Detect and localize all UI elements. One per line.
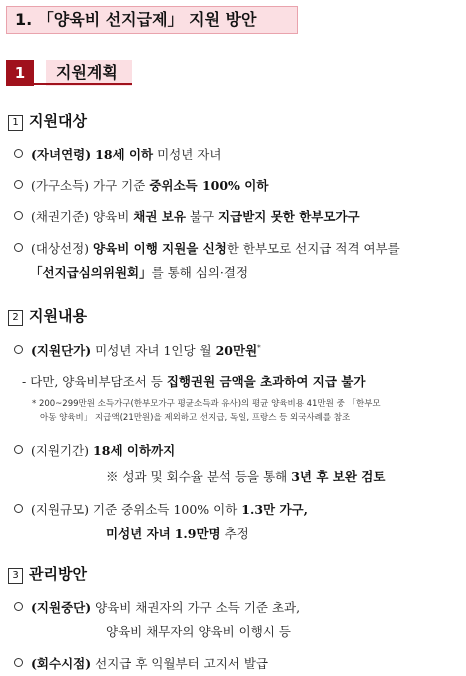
section-number-box: 2 [8,310,23,326]
section-heading-1 [8,110,87,131]
bullet-icon [14,149,23,158]
list-item: (회수시점) 선지급 후 익월부터 고지서 발급 [14,654,268,672]
list-item-continuation: 「선지급심의위원회」를 통해 심의·결정 [30,265,249,280]
sub-item: - 다만, 양육비부담조서 등 집행권원 금액을 초과하여 지급 불가 [22,374,366,389]
list-item-continuation: ※ 성과 및 회수율 분석 등을 통해 3년 후 보완 검토 [106,469,386,484]
bullet-icon [14,180,23,189]
list-item: (지원기간) 18세 이하까지 [14,441,175,459]
section-heading-2 [8,305,87,326]
section-number-box: 3 [8,568,23,584]
bullet-icon [14,243,23,252]
plan-underline [34,83,132,85]
bullet-icon [14,345,23,354]
list-item-continuation: 양육비 채무자의 양육비 이행시 등 [106,624,291,639]
bullet-icon [14,602,23,611]
bullet-icon [14,658,23,667]
bullet-icon [14,211,23,220]
list-item: (채권기준) 양육비 채권 보유 불구 지급받지 못한 한부모가구 [14,207,360,225]
list-item: (가구소득) 가구 기준 중위소득 100% 이하 [14,176,268,194]
section-title: 지원내용 [29,307,87,325]
list-item: (지원중단) 양육비 채권자의 가구 소득 기준 초과, [14,598,300,616]
section-number-box: 1 [8,115,23,131]
bullet-icon [14,445,23,454]
plan-title: 지원계획 [46,60,132,86]
footnote-line: * 200~299만원 소득가구(한부모가구 평균소득과 유사)의 평균 양육비용 41만원 중 「한부모 [32,399,381,409]
bullet-icon [14,504,23,513]
document-title: 1. 「양육비 선지급제」 지원 방안 [6,6,298,34]
footnote-line: 아동 양육비」 지급액(21만원)을 제외하고 선지급, 독일, 프랑스 등 외국사례를 참조 [40,413,351,423]
plan-number: 1 [6,60,34,86]
list-item: (지원규모) 기준 중위소득 100% 이하 1.3만 가구, [14,500,308,518]
list-item: (자녀연령) 18세 이하 미성년 자녀 [14,145,221,163]
list-item: (대상선정) 양육비 이행 지원을 신청한 한부모로 선지급 적격 여부를 [14,239,400,257]
section-heading-3 [8,563,87,584]
section-title: 관리방안 [29,565,87,583]
list-item-continuation: 미성년 자녀 1.9만명 추정 [106,526,249,541]
section-title: 지원대상 [29,112,87,130]
list-item: (지원단가) 미성년 자녀 1인당 월 20만원* [14,341,261,359]
